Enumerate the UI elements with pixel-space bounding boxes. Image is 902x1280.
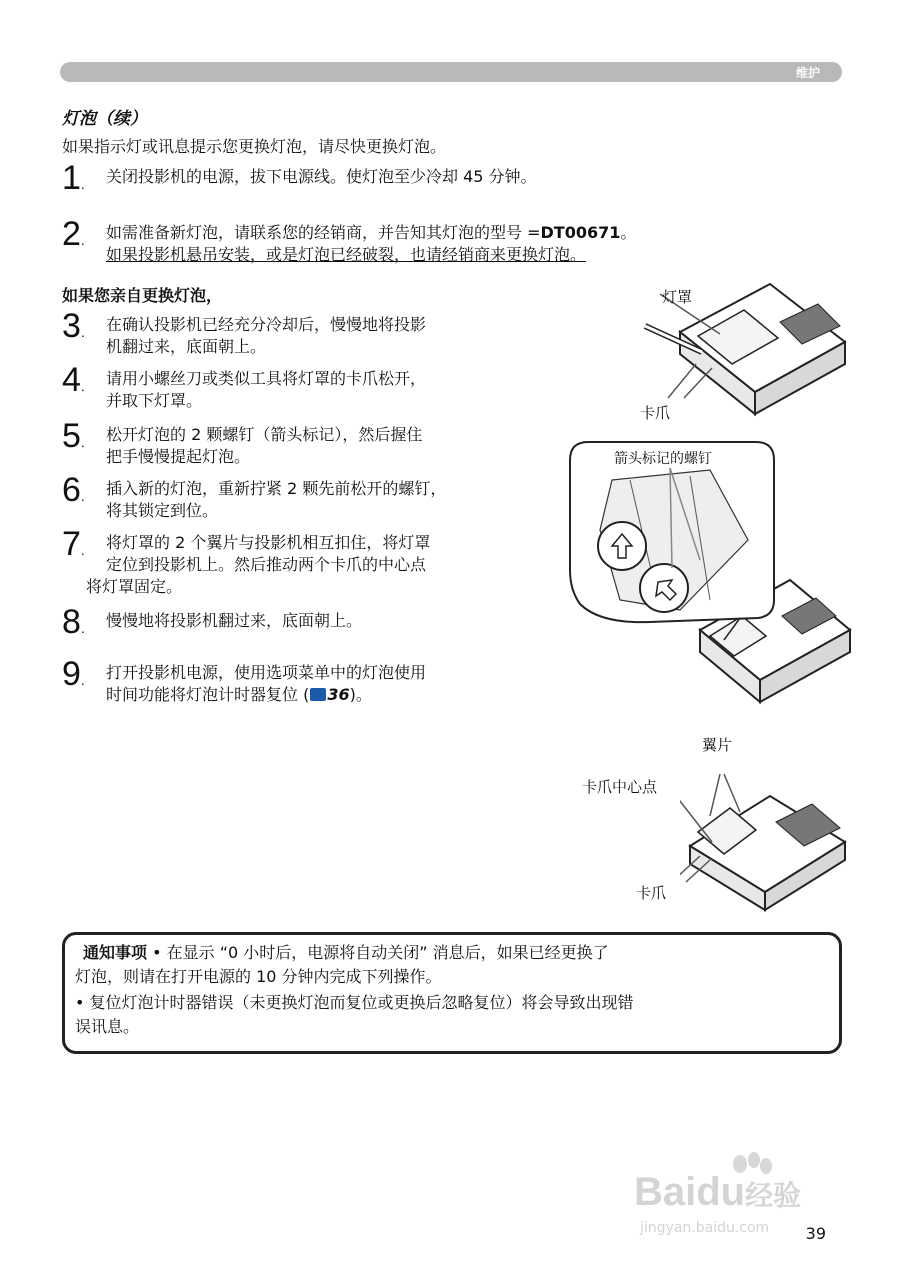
- step-line: 时间功能将灯泡计时器复位 (: [106, 685, 310, 704]
- header-label: 维护: [795, 66, 820, 80]
- step-text: [106, 368, 426, 412]
- watermark-brand: [634, 1170, 801, 1215]
- step-line: 松开灯泡的 2 颗螺钉（箭头标记），然后握住: [106, 425, 423, 444]
- step-line-end: )。: [349, 685, 372, 704]
- step-number: 9.: [62, 655, 85, 693]
- notice-box: [62, 932, 842, 1054]
- lamp-cover-tabs-illustration: [680, 772, 850, 912]
- step-text-warning: 如果投影机悬吊安装，或是灯泡已经破裂，也请经销商来更换灯泡。: [106, 245, 587, 264]
- watermark-url: jingyan.baidu.com: [640, 1220, 770, 1236]
- notice-line-2: 灯泡，则请在打开电源的 10 分钟内完成下列操作。: [75, 967, 442, 986]
- step-text: [106, 222, 636, 266]
- step-text: 慢慢地将投影机翻过来，底面朝上。: [106, 611, 363, 630]
- step-text-main: 如需准备新灯泡，请联系您的经销商，并告知其灯泡的型号 =: [106, 223, 541, 242]
- page-reference: 36: [327, 685, 350, 704]
- arrow-screws-label: 箭头标记的螺钉: [614, 451, 712, 467]
- subheading: 如果您亲自更换灯泡，: [62, 286, 223, 305]
- book-icon: [310, 688, 326, 701]
- step-text: 关闭投影机的电源，拔下电源线。使灯泡至少冷却 45 分钟。: [106, 167, 537, 186]
- latch-center-label: 卡爪中心点: [582, 778, 658, 796]
- step-number: 5.: [62, 417, 85, 455]
- step-line: 定位到投影机上。然后推动两个卡爪的中心点: [106, 555, 427, 574]
- watermark-brand-du: du: [696, 1170, 746, 1214]
- step-line: 插入新的灯泡，重新拧紧 2 颗先前松开的螺钉，: [106, 479, 447, 498]
- step-number: 8.: [62, 603, 85, 641]
- model-number: DT00671: [540, 223, 621, 242]
- intro-text: 如果指示灯或讯息提示您更换灯泡，请尽快更换灯泡。: [62, 137, 447, 156]
- step-line: 将灯罩的 2 个翼片与投影机相互扣住，将灯罩: [106, 533, 431, 552]
- latch-label-top: 卡爪: [640, 404, 671, 422]
- watermark-brand-bai: Bai: [634, 1170, 697, 1214]
- section-title: 灯泡（续）: [62, 109, 147, 129]
- lamp-cover-label: 灯罩: [662, 288, 693, 306]
- step-line: 请用小螺丝刀或类似工具将灯罩的卡爪松开，: [106, 369, 427, 388]
- header-bar: [60, 62, 842, 82]
- step-line: 把手慢慢提起灯泡。: [106, 447, 251, 466]
- step-line: 将其锁定到位。: [106, 501, 219, 520]
- notice-title: 通知事项: [83, 943, 148, 962]
- step-number: 6.: [62, 471, 85, 509]
- step-text: [106, 478, 446, 522]
- step-line: 将灯罩固定。: [86, 577, 183, 596]
- step-text: [106, 532, 430, 576]
- step-text: [106, 424, 422, 468]
- step-number: 3.: [62, 307, 85, 345]
- step-text-end: 。: [620, 223, 637, 242]
- step-text: [106, 314, 426, 358]
- notice-line-4: 误讯息。: [75, 1017, 140, 1036]
- step-line: 在确认投影机已经充分冷却后，慢慢地将投影: [106, 315, 427, 334]
- tabs-label: 翼片: [702, 736, 733, 754]
- step-number: 1.: [62, 159, 85, 197]
- page-number: 39: [805, 1224, 826, 1243]
- step-line: 并取下灯罩。: [106, 391, 203, 410]
- step-line: 机翻过来，底面朝上。: [106, 337, 267, 356]
- step-number: 4.: [62, 361, 85, 399]
- latch-label-bottom: 卡爪: [636, 884, 667, 902]
- watermark-cn: 经验: [745, 1180, 802, 1211]
- lamp-screws-illustration: [560, 440, 852, 726]
- step-text: [106, 662, 426, 706]
- step-number: 7.: [62, 525, 85, 563]
- notice-line-1: [83, 941, 609, 965]
- step-number: 2.: [62, 215, 85, 253]
- notice-line-3: • 复位灯泡计时器错误（未更换灯泡而复位或更换后忽略复位）将会导致出现错: [75, 993, 634, 1012]
- notice-text: • 在显示 “0 小时后，电源将自动关闭” 消息后，如果已经更换了: [147, 943, 609, 962]
- step-line: 打开投影机电源，使用选项菜单中的灯泡使用: [106, 663, 427, 682]
